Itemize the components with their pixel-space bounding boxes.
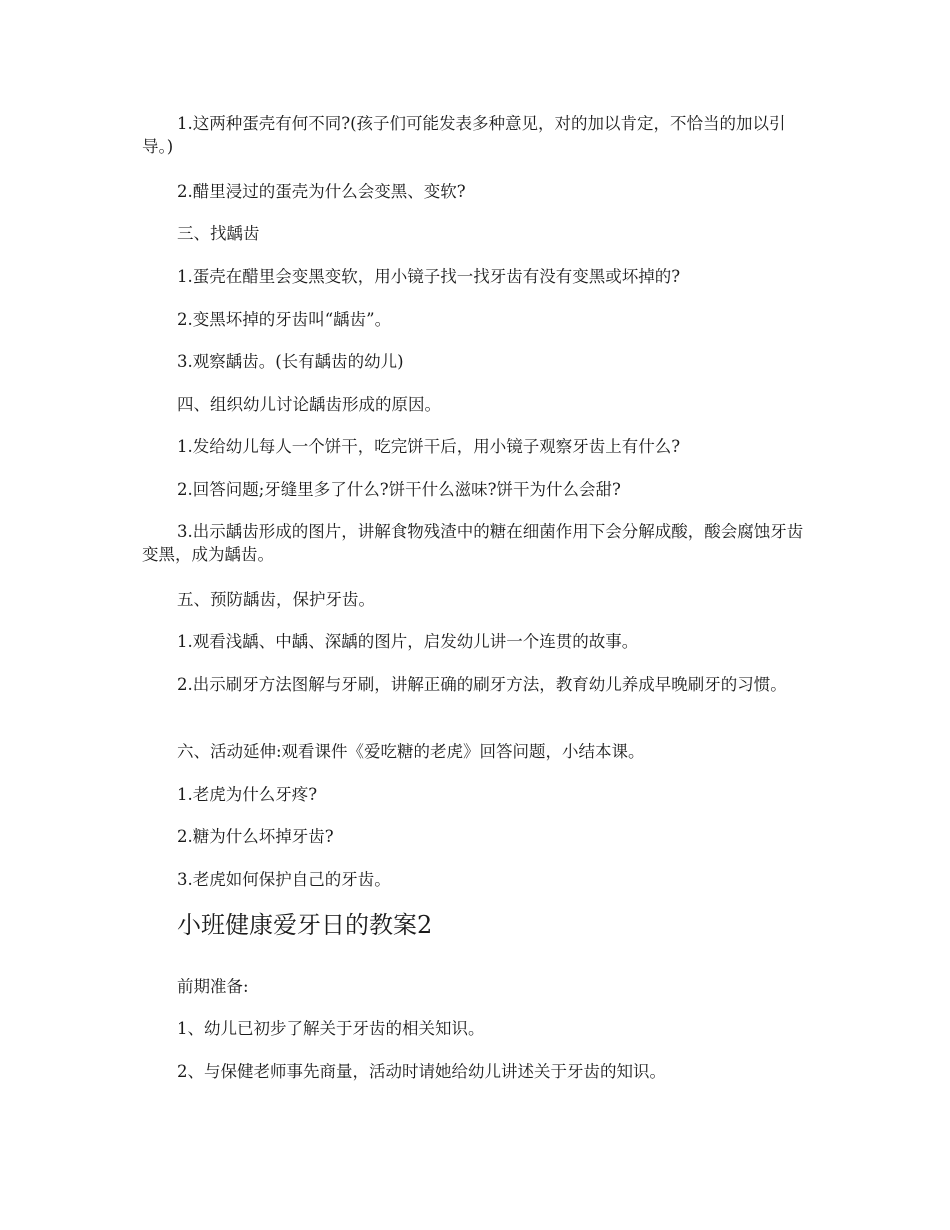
paragraph: 2.回答问题;牙缝里多了什么?饼干什么滋味?饼干为什么会甜? — [177, 480, 621, 499]
paragraph: 2.醋里浸过的蛋壳为什么会变黑、变软? — [177, 182, 466, 201]
paragraph: 前期准备: — [177, 977, 249, 996]
paragraph: 3.出示龋齿形成的图片，讲解食物残渣中的糖在细菌作用下会分解成酸，酸会腐蚀牙齿变黑，成为龋齿。 — [142, 522, 804, 564]
paragraph: 2.变黑坏掉的牙齿叫“龋齿”。 — [177, 310, 392, 329]
paragraph: 1.观看浅龋、中龋、深龋的图片，启发幼儿讲一个连贯的故事。 — [177, 632, 639, 651]
paragraph: 2、与保健老师事先商量，活动时请她给幼儿讲述关于牙齿的知识。 — [177, 1062, 666, 1081]
paragraph: 3.观察龋齿。(长有龋齿的幼儿) — [177, 352, 404, 371]
paragraph: 1.蛋壳在醋里会变黑变软，用小镜子找一找牙齿有没有变黑或坏掉的? — [177, 267, 681, 286]
paragraph: 2.出示刷牙方法图解与牙刷，讲解正确的刷牙方法，教育幼儿养成早晚刷牙的习惯。 — [177, 675, 787, 694]
section-title: 小班健康爱牙日的教案2 — [177, 911, 433, 939]
paragraph: 三、找龋齿 — [177, 224, 260, 243]
paragraph: 六、活动延伸:观看课件《爱吃糖的老虎》回答问题，小结本课。 — [177, 742, 645, 761]
paragraph: 五、预防龋齿，保护牙齿。 — [177, 590, 375, 609]
paragraph: 四、组织幼儿讨论龋齿形成的原因。 — [177, 395, 441, 414]
paragraph: 1.老虎为什么牙疼? — [177, 785, 318, 804]
paragraph: 1.发给幼儿每人一个饼干，吃完饼干后，用小镜子观察牙齿上有什么? — [177, 437, 681, 456]
paragraph: 2.糖为什么坏掉牙齿? — [177, 827, 334, 846]
paragraph: 3.老虎如何保护自己的牙齿。 — [177, 870, 391, 889]
paragraph: 1.这两种蛋壳有何不同?(孩子们可能发表多种意见，对的加以肯定，不恰当的加以引导。) — [142, 114, 786, 156]
paragraph: 1、幼儿已初步了解关于牙齿的相关知识。 — [177, 1019, 485, 1038]
